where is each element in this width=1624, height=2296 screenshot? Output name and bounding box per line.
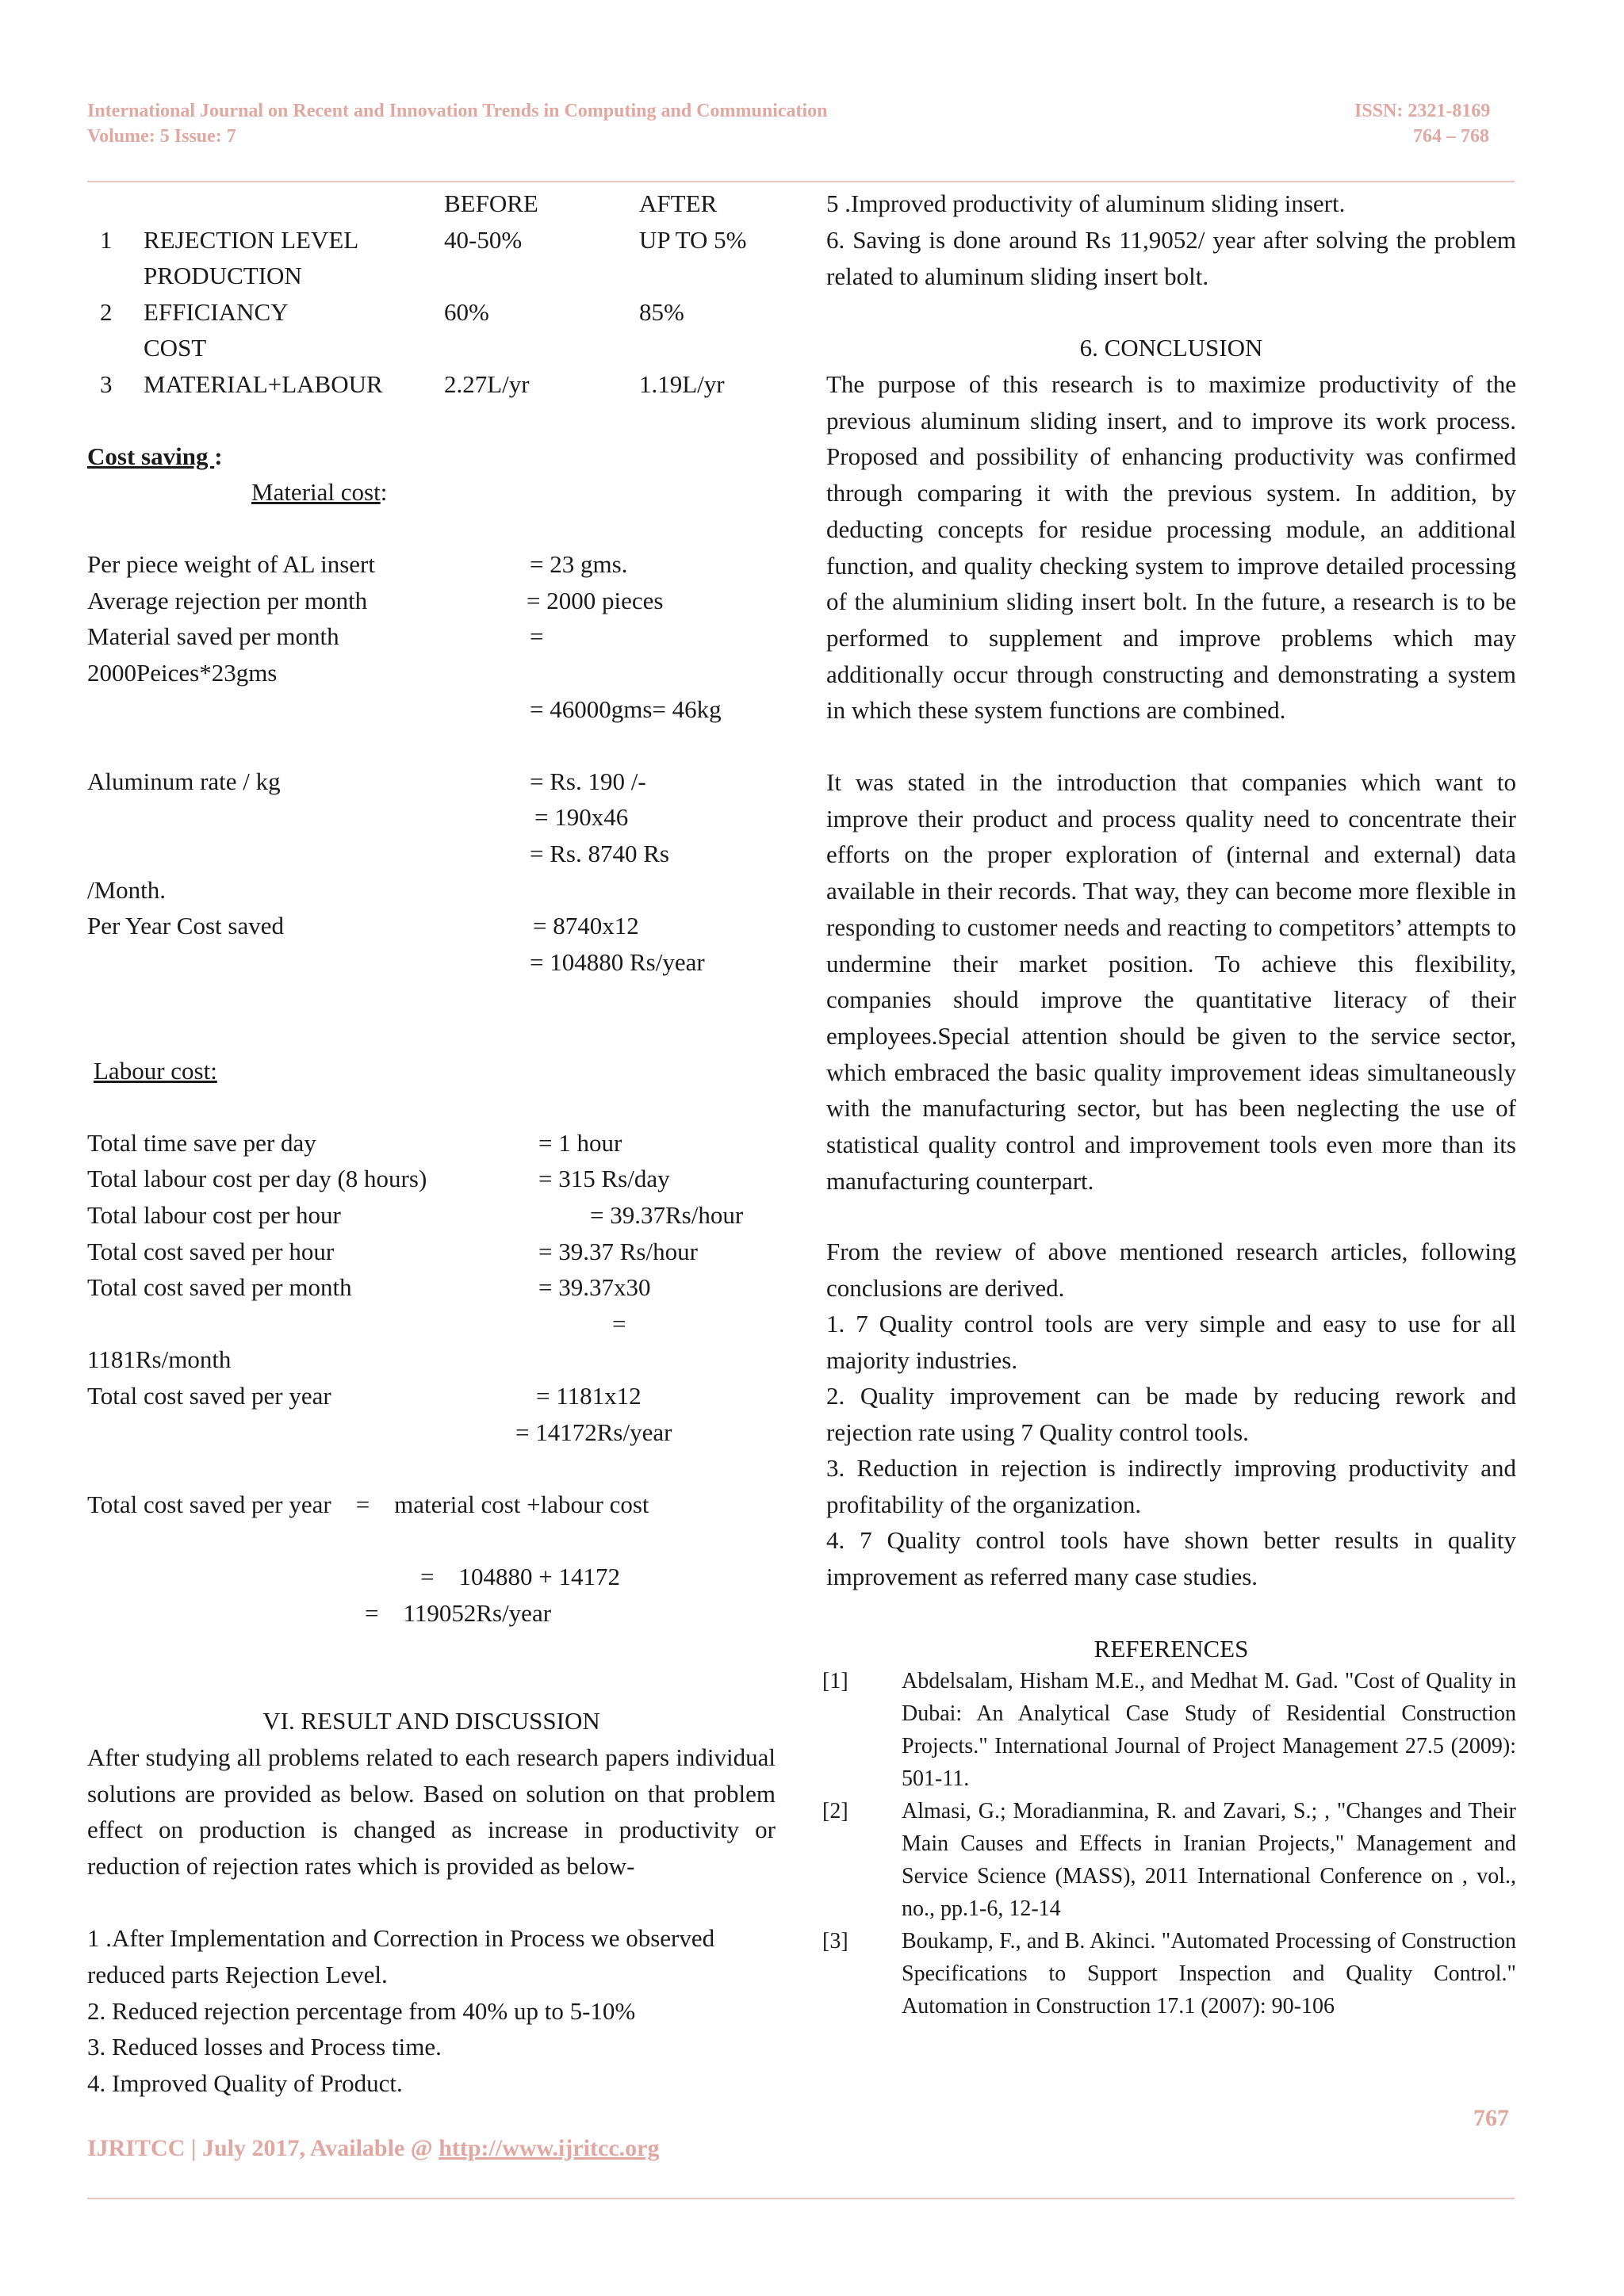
list-item-value: = 39.37 Rs/hour <box>538 1238 698 1265</box>
volume-issue: Volume: 5 Issue: 7 <box>87 126 236 147</box>
list-item-value: = <box>530 622 544 650</box>
table-row-label: REJECTION LEVEL <box>144 226 359 254</box>
cost-saving-heading-text: Cost saving <box>87 442 215 470</box>
list-item-value: = 39.37Rs/hour <box>590 1201 744 1229</box>
issn: ISSN: 2321-8169 <box>1354 101 1491 121</box>
list-item: 1 .After Implementation and Correction in Process we observed reduced parts Rejection Level. <box>87 1924 715 1988</box>
page-number: 767 <box>1473 2105 1509 2131</box>
references-heading: REFERENCES <box>1094 1635 1249 1663</box>
list-item-label: Total cost saved per year <box>87 1382 331 1410</box>
total-cost-line: Total cost saved per year = material cost +labour cost <box>87 1490 649 1518</box>
cost-saving-colon: : <box>214 442 223 470</box>
list-item-value: = 2000 pieces <box>527 587 664 614</box>
table-row-label: MATERIAL+LABOUR <box>144 370 383 398</box>
list-item-label: Total time save per day <box>87 1129 316 1157</box>
table-row-num: 1 <box>100 226 113 254</box>
list-item-label: Total labour cost per hour <box>87 1201 341 1229</box>
list-item-value: = 39.37x30 <box>538 1273 651 1301</box>
list-item: 1. 7 Quality control tools are very simple and easy to use for all majority industries. <box>826 1310 1516 1374</box>
list-item-value: = 46000gms= 46kg <box>530 695 722 723</box>
conclusion-heading: 6. CONCLUSION <box>1079 334 1263 362</box>
total-cost-result: = 119052Rs/year <box>365 1599 552 1627</box>
list-item: 4. 7 Quality control tools have shown better results in quality improvement as referred many case studies. <box>826 1526 1516 1590</box>
list-item-value: = 23 gms. <box>530 550 628 578</box>
journal-title: International Journal on Recent and Innovation Trends in Computing and Communication <box>87 101 828 121</box>
list-item-value: = Rs. 8740 Rs <box>530 840 669 867</box>
page-range: 764 – 768 <box>1413 126 1489 147</box>
conclusion-paragraph: It was stated in the introduction that companies which want to improve their product and process quality need to concentrate their efforts on the proper exploration of (internal and external) data available in their records. That way, they can become more flexible in responding to customer needs and reacting to competitors’ attempts to undermine their market position. To achieve this flexibility, companies should improve the quantitative literacy of their employees.Special attention should be given to the service sector, which embraced the basic quality improvement ideas simultaneously with the manufacturing sector, but has been neglecting the use of statistical quality control and improvement tools even more than its manufacturing counterpart. <box>826 768 1516 1195</box>
footer-availability: IJRITCC | July 2017, Available @ <box>87 2135 439 2161</box>
conclusion-paragraph: From the review of above mentioned research articles, following conclusions are derived. <box>826 1238 1516 1302</box>
list-item-value: = 190x46 <box>534 803 629 831</box>
list-item: 3. Reduced losses and Process time. <box>87 2033 442 2061</box>
cost-saving-heading <box>87 438 223 475</box>
list-item-label: Average rejection per month <box>87 587 368 614</box>
reference-number: [3] <box>822 1929 848 1954</box>
table-row-label: PRODUCTION <box>144 262 302 289</box>
table-row-num: 3 <box>100 370 113 398</box>
material-cost-colon: : <box>380 478 388 506</box>
table-row-after: UP TO 5% <box>639 226 747 254</box>
material-cost-heading-text: Material cost <box>251 478 381 506</box>
list-item-label: 1181Rs/month <box>87 1345 232 1373</box>
header-rule <box>87 181 1515 182</box>
list-item-label: /Month. <box>87 876 167 904</box>
reference-item: Boukamp, F., and B. Akinci. "Automated Processing of Construction Specifications to Support Inspection and Quality Control." Automation in Construction 17.1 (2007): 90-106 <box>902 1929 1516 2019</box>
table-row-after: 85% <box>639 298 684 326</box>
list-item-value: = Rs. 190 /- <box>530 767 646 795</box>
footer-link[interactable]: http://www.ijritcc.org <box>439 2135 660 2161</box>
table-row-label: COST <box>144 334 207 362</box>
footer-rule <box>87 2198 1515 2199</box>
labour-cost-heading: Labour cost: <box>94 1057 217 1085</box>
list-item: 6. Saving is done around Rs 11,9052/ year after solving the problem related to aluminum sliding insert bolt. <box>826 226 1516 290</box>
reference-number: [1] <box>822 1669 848 1693</box>
list-item-label: Material saved per month <box>87 622 339 650</box>
list-item-label: Total cost saved per hour <box>87 1238 335 1265</box>
list-item: 5 .Improved productivity of aluminum sliding insert. <box>826 189 1346 217</box>
list-item: 2. Reduced rejection percentage from 40% up to 5-10% <box>87 1997 636 2025</box>
table-row-num: 2 <box>100 298 113 326</box>
table-header-after: AFTER <box>639 189 718 217</box>
list-item-value: = 315 Rs/day <box>538 1165 670 1192</box>
result-intro: After studying all problems related to each research papers individual solutions are provided as below. Based on solution on that problem effect on production is changed as increase in productivity or reduction of rejection rates which is provided as below- <box>87 1743 776 1881</box>
list-item-label: Aluminum rate / kg <box>87 767 281 795</box>
list-item: 2. Quality improvement can be made by reducing rework and rejection rate using 7 Quality control tools. <box>826 1382 1516 1446</box>
list-item-label: 2000Peices*23gms <box>87 659 278 687</box>
reference-number: [2] <box>822 1799 848 1823</box>
footer-text <box>87 2135 659 2162</box>
list-item-label: Total labour cost per day (8 hours) <box>87 1165 427 1192</box>
list-item-label: Per piece weight of AL insert <box>87 550 375 578</box>
list-item-value: = <box>612 1310 626 1337</box>
reference-item: Abdelsalam, Hisham M.E., and Medhat M. Gad. "Cost of Quality in Dubai: An Analytical Case Study of Residential Construction Projects." International Journal of Project Management 27.5 (2009): 501-11. <box>902 1669 1516 1791</box>
material-cost-heading <box>251 474 387 511</box>
table-row-after: 1.19L/yr <box>639 370 725 398</box>
total-cost-sum: = 104880 + 14172 <box>420 1563 620 1590</box>
list-item-label: Total cost saved per month <box>87 1273 352 1301</box>
list-item-value: = 1181x12 <box>536 1382 642 1410</box>
result-heading: VI. RESULT AND DISCUSSION <box>262 1707 600 1735</box>
table-row-before: 60% <box>444 298 489 326</box>
list-item-label: Per Year Cost saved <box>87 912 284 939</box>
list-item-value: = 14172Rs/year <box>515 1418 672 1446</box>
reference-item: Almasi, G.; Moradianmina, R. and Zavari, S.; , "Changes and Their Main Causes and Effects in Iranian Projects," Management and Service Science (MASS), 2011 International Conference on , vol., no., pp.1-6, 12-14 <box>902 1799 1516 1921</box>
table-row-before: 40-50% <box>444 226 523 254</box>
conclusion-paragraph: The purpose of this research is to maximize productivity of the previous aluminum sliding insert, and to improve its work process. Proposed and possibility of enhancing productivity was confirmed through comparing it with the previous system. In addition, by deducting concepts for residue processing module, an additional function, and quality checking system to improve detailed processing of the aluminium sliding insert bolt. In the future, a research is to be performed to supplement and improve problems which may additionally occur through constructing and demonstrating a system in which these system functions are combined. <box>826 370 1516 725</box>
list-item: 4. Improved Quality of Product. <box>87 2069 403 2097</box>
list-item: 3. Reduction in rejection is indirectly improving productivity and profitability of the organization. <box>826 1454 1516 1518</box>
table-row-label: EFFICIANCY <box>144 298 289 326</box>
list-item-value: = 1 hour <box>538 1129 622 1157</box>
table-row-before: 2.27L/yr <box>444 370 530 398</box>
list-item-value: = 8740x12 <box>533 912 639 939</box>
table-header-before: BEFORE <box>444 189 538 217</box>
list-item-value: = 104880 Rs/year <box>530 948 705 976</box>
